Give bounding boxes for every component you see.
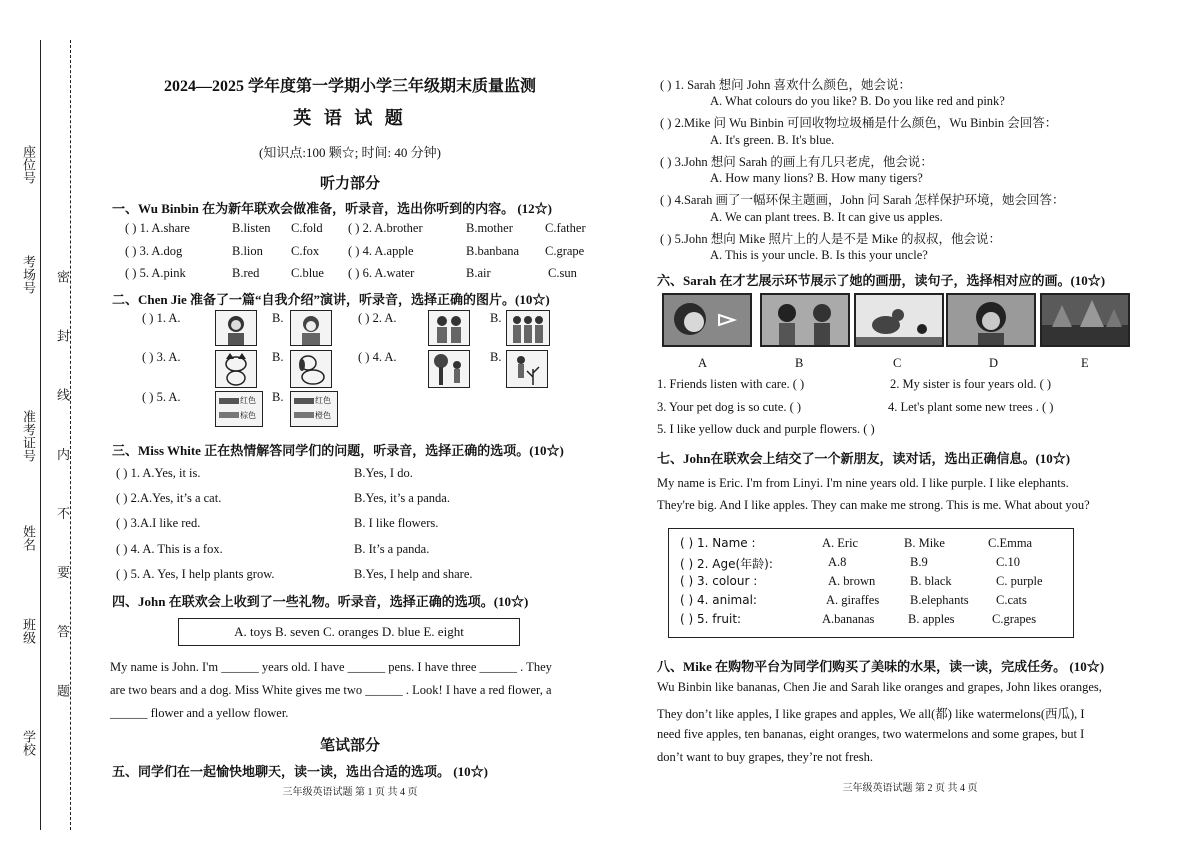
s6-q4: 4. Let's plant some new trees . ( ) xyxy=(888,400,1054,414)
margin-seal-line-text: 密 封 线 内 不 要 答 题 xyxy=(54,270,69,718)
s7-r1-a: A. Eric xyxy=(822,536,859,550)
left-footer: 三年级英语试题 第 1 页 共 4 页 xyxy=(282,787,418,798)
s8-line-2: They don’t like apples, I like grapes and apples, We all(都) like watermelons(西瓜), I xyxy=(657,707,1085,721)
s6-q1: 1. Friends listen with care. ( ) xyxy=(657,377,805,391)
s2-q1b-boy-picture xyxy=(290,310,332,346)
s7-r4-label: ( ) 4. animal: xyxy=(680,593,757,607)
s7-r3-label: ( ) 3. colour : xyxy=(680,574,758,588)
s6-picture-c-duck xyxy=(854,293,944,347)
s1-r3-c2: B.red xyxy=(232,266,260,280)
s2-title: 二、Chen Jie 准备了一篇“自我介绍”演讲，听录音，选择正确的图片。(10☆) xyxy=(112,292,550,307)
s1-r3-c4: ( ) 6. A.water xyxy=(348,266,415,280)
s2-q1-label: ( ) 1. A. xyxy=(142,311,181,325)
s7-r1-c: C.Emma xyxy=(988,536,1033,550)
s3-q2-a: ( ) 2.A.Yes, it’s a cat. xyxy=(116,491,222,505)
s2-q5b-crayon-picture xyxy=(290,391,338,427)
s7-r4-b: B.elephants xyxy=(910,593,969,607)
s5-q2-options: A. It's green. B. It's blue. xyxy=(710,133,835,147)
s1-r2-c2: B.lion xyxy=(232,244,263,258)
margin-name-label: 姓名 xyxy=(20,525,35,551)
s3-q4-b: B. It’s a panda. xyxy=(354,542,430,556)
s7-r5-a: A.bananas xyxy=(822,612,875,626)
s7-r2-b: B.9 xyxy=(910,555,928,569)
s2-q1b-label: B. xyxy=(272,311,284,325)
s2-q3a-cat-picture xyxy=(215,350,257,388)
s2-q3b-dog-picture xyxy=(290,350,332,388)
s3-q5-a: ( ) 5. A. Yes, I help plants grow. xyxy=(116,567,275,581)
s5-q5-options: A. This is your uncle. B. Is this your uncle? xyxy=(710,248,928,262)
s6-letter-b: B xyxy=(795,356,804,370)
s7-r3-c: C. purple xyxy=(996,574,1043,588)
s1-r1-c1: ( ) 1. A.share xyxy=(125,221,190,235)
s7-r1-b: B. Mike xyxy=(904,536,945,550)
exam-title: 2024—2025 学年度第一学期小学三年级期末质量监测 xyxy=(163,78,536,95)
s1-r3-c6: C.sun xyxy=(548,266,577,280)
s5-q1-options: A. What colours do you like? B. Do you like red and pink? xyxy=(710,94,1005,108)
s5-q3-options: A. How many lions? B. How many tigers? xyxy=(710,171,923,185)
s1-r2-c6: C.grape xyxy=(545,244,585,258)
s5-q2: ( ) 2.Mike 问 Wu Binbin 可回收物垃圾桶是什么颜色，Wu Binbin 会回答： xyxy=(660,116,1058,130)
s2-q4-label: ( ) 4. A. xyxy=(358,350,397,364)
s6-q2: 2. My sister is four years old. ( ) xyxy=(890,377,1052,391)
s1-r1-c5: B.mother xyxy=(466,221,513,235)
s5-q4-options: A. We can plant trees. B. It can give us apples. xyxy=(710,210,943,224)
margin-exam-id-label: 准考证号 xyxy=(20,410,35,462)
s1-r1-c4: ( ) 2. A.brother xyxy=(348,221,423,235)
s2-q1a-girl-picture xyxy=(215,310,257,346)
s3-q2-b: B.Yes, it’s a panda. xyxy=(354,491,450,505)
s2-q2-label: ( ) 2. A. xyxy=(358,311,397,325)
s1-r1-c2: B.listen xyxy=(232,221,271,235)
s3-q4-a: ( ) 4. A. This is a fox. xyxy=(116,542,223,556)
s2-q2a-family-picture xyxy=(428,310,470,346)
s7-r3-a: A. brown xyxy=(828,574,876,588)
s4-title: 四、John 在联欢会上收到了一些礼物。听录音，选择正确的选项。(10☆) xyxy=(112,594,529,609)
s6-letter-e: E xyxy=(1081,356,1089,370)
s6-picture-d-children xyxy=(946,293,1036,347)
s7-r4-a: A. giraffes xyxy=(826,593,880,607)
s4-line-3: ______ flower and a yellow flower. xyxy=(110,706,289,720)
exam-info: (知识点:100 颗☆; 时间: 40 分钟) xyxy=(259,145,441,160)
s2-q3b-label: B. xyxy=(272,350,284,364)
s2-q5b-orange-label: 橙色 xyxy=(315,411,331,420)
s3-title: 三、Miss White 正在热情解答同学们的问题，听录音，选择正确的选项。(10☆) xyxy=(112,443,564,458)
s2-q2b-family-picture xyxy=(506,310,550,346)
s1-r2-c1: ( ) 3. A.dog xyxy=(125,244,183,258)
s6-picture-b-friends xyxy=(760,293,850,347)
s7-r2-c: C.10 xyxy=(996,555,1020,569)
s2-q5-label: ( ) 5. A. xyxy=(142,390,181,404)
s5-title: 五、同学们在一起愉快地聊天，读一读，选出合适的选项。 (10☆) xyxy=(112,764,488,779)
margin-school-label: 学校 xyxy=(20,730,35,756)
margin-class-label: 班级 xyxy=(20,618,35,644)
s7-r3-b: B. black xyxy=(910,574,952,588)
s1-r3-c5: B.air xyxy=(466,266,491,280)
s6-letter-a: A xyxy=(698,356,708,370)
s3-q1-a: ( ) 1. A.Yes, it is. xyxy=(116,466,201,480)
s2-q5a-red-label: 红色 xyxy=(240,396,256,405)
s4-line-1: My name is John. I'm ______ years old. I have ______ pens. I have three ______ . They xyxy=(110,660,552,674)
s2-q4b-label: B. xyxy=(490,350,502,364)
s5-q1: ( ) 1. Sarah 想问 John 喜欢什么颜色，她会说： xyxy=(660,78,912,92)
s7-r5-label: ( ) 5. fruit: xyxy=(680,612,742,626)
s2-q5a-brown-label: 棕色 xyxy=(240,411,256,420)
s1-r1-c6: C.father xyxy=(545,221,586,235)
listening-header: 听力部分 xyxy=(319,176,380,192)
writing-header: 笔试部分 xyxy=(319,738,380,754)
s2-q3-label: ( ) 3. A. xyxy=(142,350,181,364)
s7-title: 七、John在联欢会上结交了一个新朋友，读对话，选出正确信息。(10☆) xyxy=(657,451,1071,466)
s7-r1-label: ( ) 1. Name : xyxy=(680,536,756,550)
s7-r5-b: B. apples xyxy=(908,612,955,626)
s6-title: 六、Sarah 在才艺展示环节展示了她的画册，读句子，选择相对应的画。(10☆) xyxy=(657,273,1106,288)
s8-line-3: need five apples, ten bananas, eight oranges, two watermelons and some grapes, but I xyxy=(657,727,1085,741)
s8-title: 八、Mike 在购物平台为同学们购买了美味的水果，读一读，完成任务。 (10☆) xyxy=(657,659,1105,674)
s6-picture-a-girl xyxy=(662,293,752,347)
s1-r1-c3: C.fold xyxy=(291,221,323,235)
s2-q5b-red-label: 红色 xyxy=(315,396,331,405)
s3-q1-b: B.Yes, I do. xyxy=(354,466,413,480)
s8-line-4: don’t want to buy grapes, they’re not fresh. xyxy=(657,750,874,764)
s1-r3-c3: C.blue xyxy=(291,266,324,280)
s4-line-2: are two bears and a dog. Miss White gives me two ______ . Look! I have a red flower, a xyxy=(110,683,552,697)
s7-r2-label: ( ) 2. Age(年龄): xyxy=(680,557,773,571)
s3-q5-b: B.Yes, I help and share. xyxy=(354,567,473,581)
s7-passage-line-1: My name is Eric. I'm from Linyi. I'm nine years old. I like purple. I like elephants. xyxy=(657,476,1069,490)
s1-r2-c3: C.fox xyxy=(291,244,320,258)
s2-q5b-label: B. xyxy=(272,390,284,404)
s5-q3: ( ) 3.John 想问 Sarah 的画上有几只老虎，他会说： xyxy=(660,155,933,169)
s3-q3-b: B. I like flowers. xyxy=(354,516,439,530)
s6-letter-c: C xyxy=(893,356,902,370)
s2-q2b-label: B. xyxy=(490,311,502,325)
s5-q4: ( ) 4.Sarah 画了一幅环保主题画，John 问 Sarah 怎样保护环境，她会回答： xyxy=(660,193,1065,207)
s2-q4a-tree-picture xyxy=(428,350,470,388)
margin-exam-room-label: 考场号 xyxy=(20,255,35,294)
s1-r2-c5: B.banbana xyxy=(466,244,520,258)
s7-r2-a: A.8 xyxy=(828,555,847,569)
s4-options: A. toys B. seven C. oranges D. blue E. eight xyxy=(234,624,464,639)
s6-q5: 5. I like yellow duck and purple flowers. ( ) xyxy=(657,422,875,436)
s3-q3-a: ( ) 3.A.I like red. xyxy=(116,516,201,530)
margin-seat-label: 座位号 xyxy=(20,145,35,184)
right-footer: 三年级英语试题 第 2 页 共 4 页 xyxy=(842,783,978,794)
s6-picture-e-trees xyxy=(1040,293,1130,347)
exam-subtitle: 英 语 试 题 xyxy=(293,108,407,128)
s7-r5-c: C.grapes xyxy=(992,612,1037,626)
s6-letter-d: D xyxy=(989,356,999,370)
s2-q5a-crayon-picture xyxy=(215,391,263,427)
s8-line-1: Wu Binbin like bananas, Chen Jie and Sarah like oranges and grapes, John likes oranges, xyxy=(657,680,1102,694)
s7-r4-c: C.cats xyxy=(996,593,1027,607)
s1-r3-c1: ( ) 5. A.pink xyxy=(125,266,186,280)
s5-q5: ( ) 5.John 想向 Mike 照片上的人是不是 Mike 的叔叔，他会说： xyxy=(660,232,1001,246)
s7-passage-line-2: They're big. And I like apples. They can make me strong. This is me. What about you? xyxy=(657,498,1090,512)
s1-r2-c4: ( ) 4. A.apple xyxy=(348,244,414,258)
margin-line-1 xyxy=(40,40,41,830)
s6-q3: 3. Your pet dog is so cute. ( ) xyxy=(657,400,802,414)
s1-title: 一、Wu Binbin 在为新年联欢会做准备，听录音，选出你听到的内容。 (12☆) xyxy=(112,201,552,216)
s2-q4b-plant-picture xyxy=(506,350,548,388)
